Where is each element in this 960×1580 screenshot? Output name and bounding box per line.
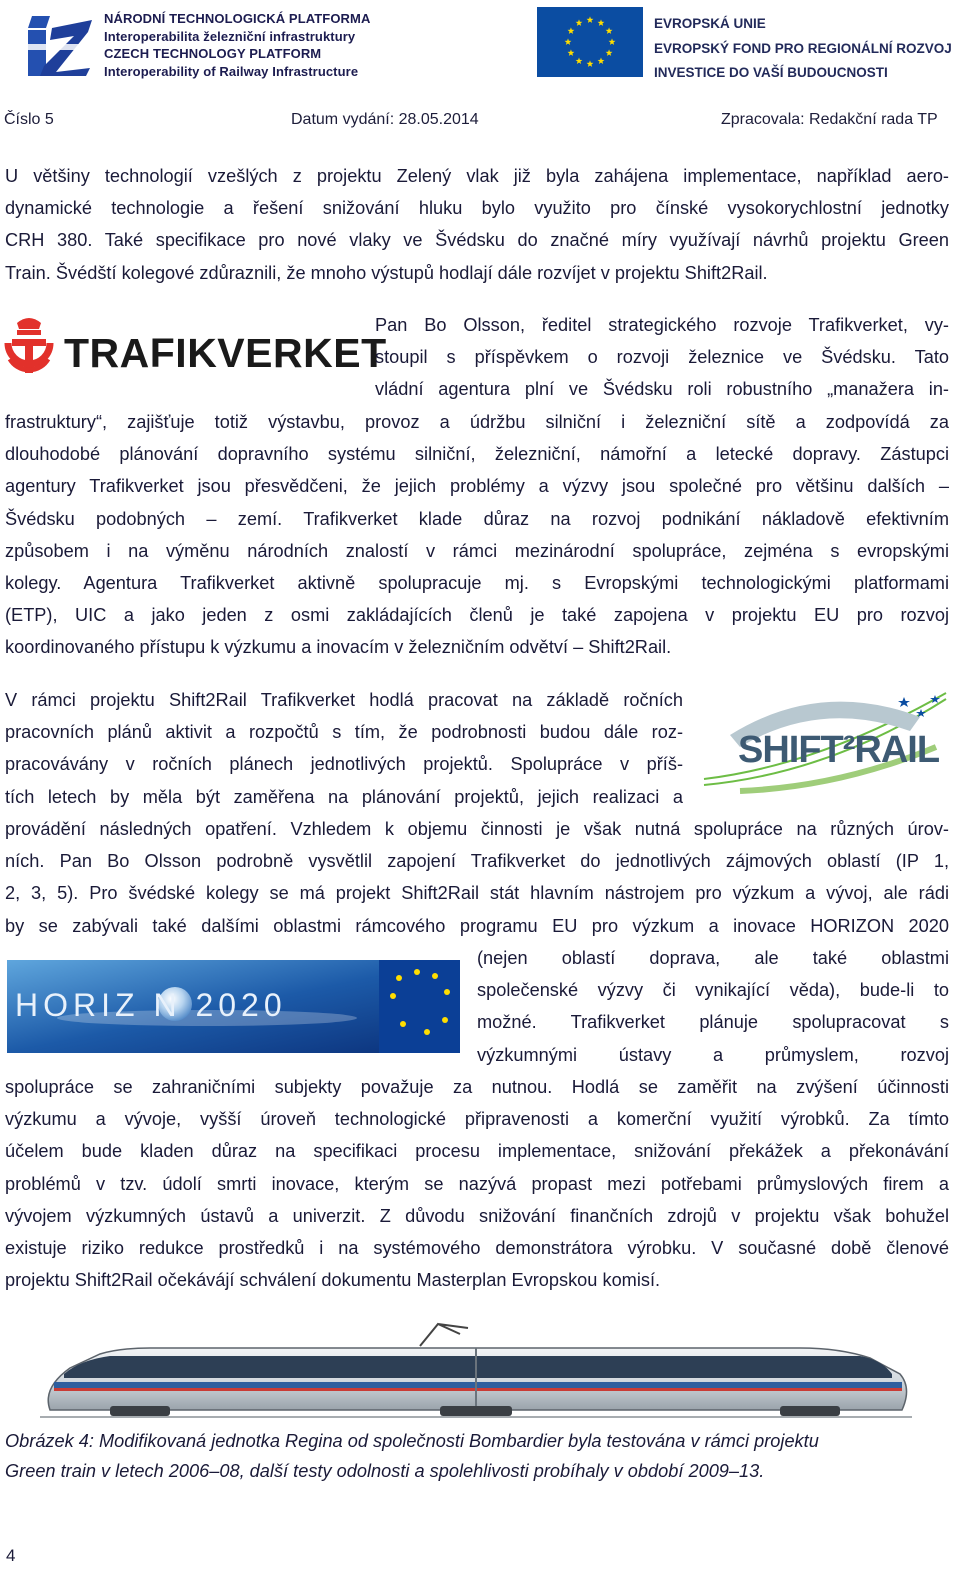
text-line: (ETP), UIC a jako jeden z osmi zakládajících členů je také zapojena v projektu EU pro rozvoj	[5, 605, 949, 626]
text-line: dynamické technologie a řešení snižování hluku bylo využito pro čínské vysokorychlostní jednotky	[5, 198, 949, 219]
text-line: (nejen oblastí doprava, ale také oblastmi	[477, 948, 949, 968]
paragraph-trafikverket	[5, 406, 949, 664]
regina-train-image	[40, 1318, 912, 1418]
text-line: pracovních plánů aktivit a rozpočtů s tím, že podrobnosti budou dále roz-	[5, 722, 683, 743]
horizon-logo-text: HORIZ N 2020	[15, 987, 287, 1023]
paragraph-shift2rail	[5, 813, 949, 942]
text-line: U většiny technologií vzešlých z projektu Zelený vlak již byla zahájena implementace, například aero-	[5, 166, 949, 186]
text-line: vládní agentura plní ve Švédsku roli robustního „manažera in-	[375, 379, 949, 400]
text-line: existuje riziko redukce prostředků i na systémového demonstrátora výrobku. V současné době členové	[5, 1237, 949, 1258]
text-line: Pan Bo Olsson, ředitel strategického rozvoje Trafikverket, vy-	[375, 315, 949, 335]
issue-date: Datum vydání: 28.05.2014	[291, 111, 479, 128]
paragraph-shift2rail-side	[5, 684, 683, 813]
paragraph-trafikverket-side	[375, 309, 949, 406]
text-line: spolupráce se zahraničními subjekty považuje za nutnou. Hodlá se zaměřit na zvýšení účinnosti	[5, 1077, 949, 1097]
text-line: výzkumu a vývoje, vyšší úroveň technologické připravenosti a komerční využití výrobků. Za tímto	[5, 1109, 949, 1130]
shift2rail-logo-text: SHIFT²RAIL	[738, 729, 940, 771]
logo-line: Interoperabilita železniční infrastruktury	[104, 28, 356, 44]
text-line: koordinovaného přístupu k výzkumu a inovacím v železničním odvětví – Shift2Rail.	[5, 637, 672, 658]
trafikverket-emblem-icon	[4, 313, 54, 383]
text-line: 2, 3, 5). Pro švédské kolegy se má projekt Shift2Rail stát hlavním nástrojem pro výzkum a vývoj, ale rádi	[5, 883, 949, 904]
text-line: společenské výzvy či vynikající věda), bude-li to	[477, 980, 949, 1001]
eu-fund-text	[654, 12, 952, 86]
text-line: projektu Shift2Rail očekávájí schválení dokumentu Masterplan Evropskou komisí.	[5, 1270, 661, 1291]
eu-flag-icon	[537, 7, 643, 77]
figure-caption	[5, 1427, 955, 1486]
text-line: kolegy. Agentura Trafikverket aktivně spolupracuje mj. s Evropskými technologickými platformami	[5, 572, 949, 593]
eu-line: EVROPSKÝ FOND PRO REGIONÁLNÍ ROZVOJ	[654, 40, 952, 56]
text-line: Švédsku podobných – zemí. Trafikverket klade důraz na rozvoj podnikání nákladově efektivním	[5, 508, 949, 529]
text-line: provádění následných opatření. Vzhledem k objemu činnosti je však nutná spolupráce na různých úrov-	[5, 819, 949, 839]
text-line: způsobem i na výměnu národních znalostí v rámci mezinárodní spolupráce, zejména s evropskými	[5, 540, 949, 561]
text-line: stoupil s příspěvkem o rozvoji železnice ve Švédsku. Tato	[375, 347, 949, 368]
shift2rail-logo-icon	[700, 687, 950, 802]
text-line: tích letech by měla být zaměřena na plánování projektů, jejich realizaci a	[5, 786, 683, 807]
text-line: pracovávány v ročních plánech jednotlivých projektů. Spolupráce v příš-	[5, 754, 683, 775]
text-line: V rámci projektu Shift2Rail Trafikverket hodlá pracovat na základě ročních	[5, 690, 683, 710]
caption-line: Obrázek 4: Modifikovaná jednotka Regina od společnosti Bombardier byla testována v rámci projektu	[5, 1431, 819, 1451]
logo-line: Interoperability of Railway Infrastructure	[104, 63, 359, 79]
text-line: vývojem výzkumných ústavů a univerzit. Z důvodu snižování finančních zdrojů v projektu však bohužel	[5, 1205, 949, 1226]
text-line: ních. Pan Bo Olsson podrobně vysvětlil zapojení Trafikverket do jednotlivých zájmových oblastí (IP 1,	[5, 851, 949, 872]
text-line: by se zabývali také dalšími oblastmi rámcového programu EU pro výzkum a inovace HORIZON 2020	[5, 915, 949, 936]
paragraph-horizon-side	[477, 942, 949, 1071]
technology-platform-logo-text	[104, 10, 370, 80]
text-line: účelem bude kladen důraz na specifikaci procesu implementace, snižování překážek a překonávání	[5, 1141, 949, 1162]
logo-line: NÁRODNÍ TECHNOLOGICKÁ PLATFORMA	[104, 11, 371, 26]
page-number: 4	[6, 1546, 16, 1565]
text-line: Train. Švédští kolegové zdůraznili, že mnoho výstupů hodlají dále rozvíjet v projektu Shift2Rail.	[5, 262, 768, 283]
text-line: dlouhodobé plánování dopravního systému silniční, železniční, námořní a letecké dopravy. Zástupci	[5, 444, 949, 465]
caption-line: Green train v letech 2006–08, další testy odolnosti a spolehlivosti probíhaly v období 2009–13.	[5, 1460, 765, 1481]
text-line: frastruktury“, zajišťuje totiž výstavbu, provoz a údržbu silniční i železniční sítě a zodpovídá za	[5, 412, 949, 432]
eu-line: INVESTICE DO VAŠÍ BUDOUCNOSTI	[654, 65, 888, 80]
technology-platform-logo-icon	[26, 14, 94, 76]
paragraph-horizon	[5, 1071, 949, 1296]
paragraph-intro	[5, 160, 949, 289]
horizon-2020-logo-icon	[7, 960, 460, 1053]
text-line: možné. Trafikverket plánuje spolupracovat s	[477, 1012, 949, 1033]
logo-line: CZECH TECHNOLOGY PLATFORM	[104, 46, 322, 61]
text-line: výzkumnými ústavy a průmyslem, rozvoj	[477, 1044, 949, 1065]
text-line: agentury Trafikverket jsou přesvědčeni, že jejich problémy a výzvy jsou společné pro většinu dalších –	[5, 476, 949, 497]
text-line: CRH 380. Také specifikace pro nové vlaky ve Švédsku do značné míry využívají návrhů projektu Green	[5, 230, 949, 251]
editor-credit: Zpracovala: Redakční rada TP	[721, 111, 938, 128]
issue-number: Číslo 5	[4, 111, 54, 128]
eu-line: EVROPSKÁ UNIE	[654, 16, 766, 31]
text-line: problémů v tzv. údolí smrti inovace, kterým se nazývá propast mezi potřebami průmyslových firem a	[5, 1173, 949, 1194]
trafikverket-logo-text: TRAFIKVERKET	[64, 330, 387, 376]
